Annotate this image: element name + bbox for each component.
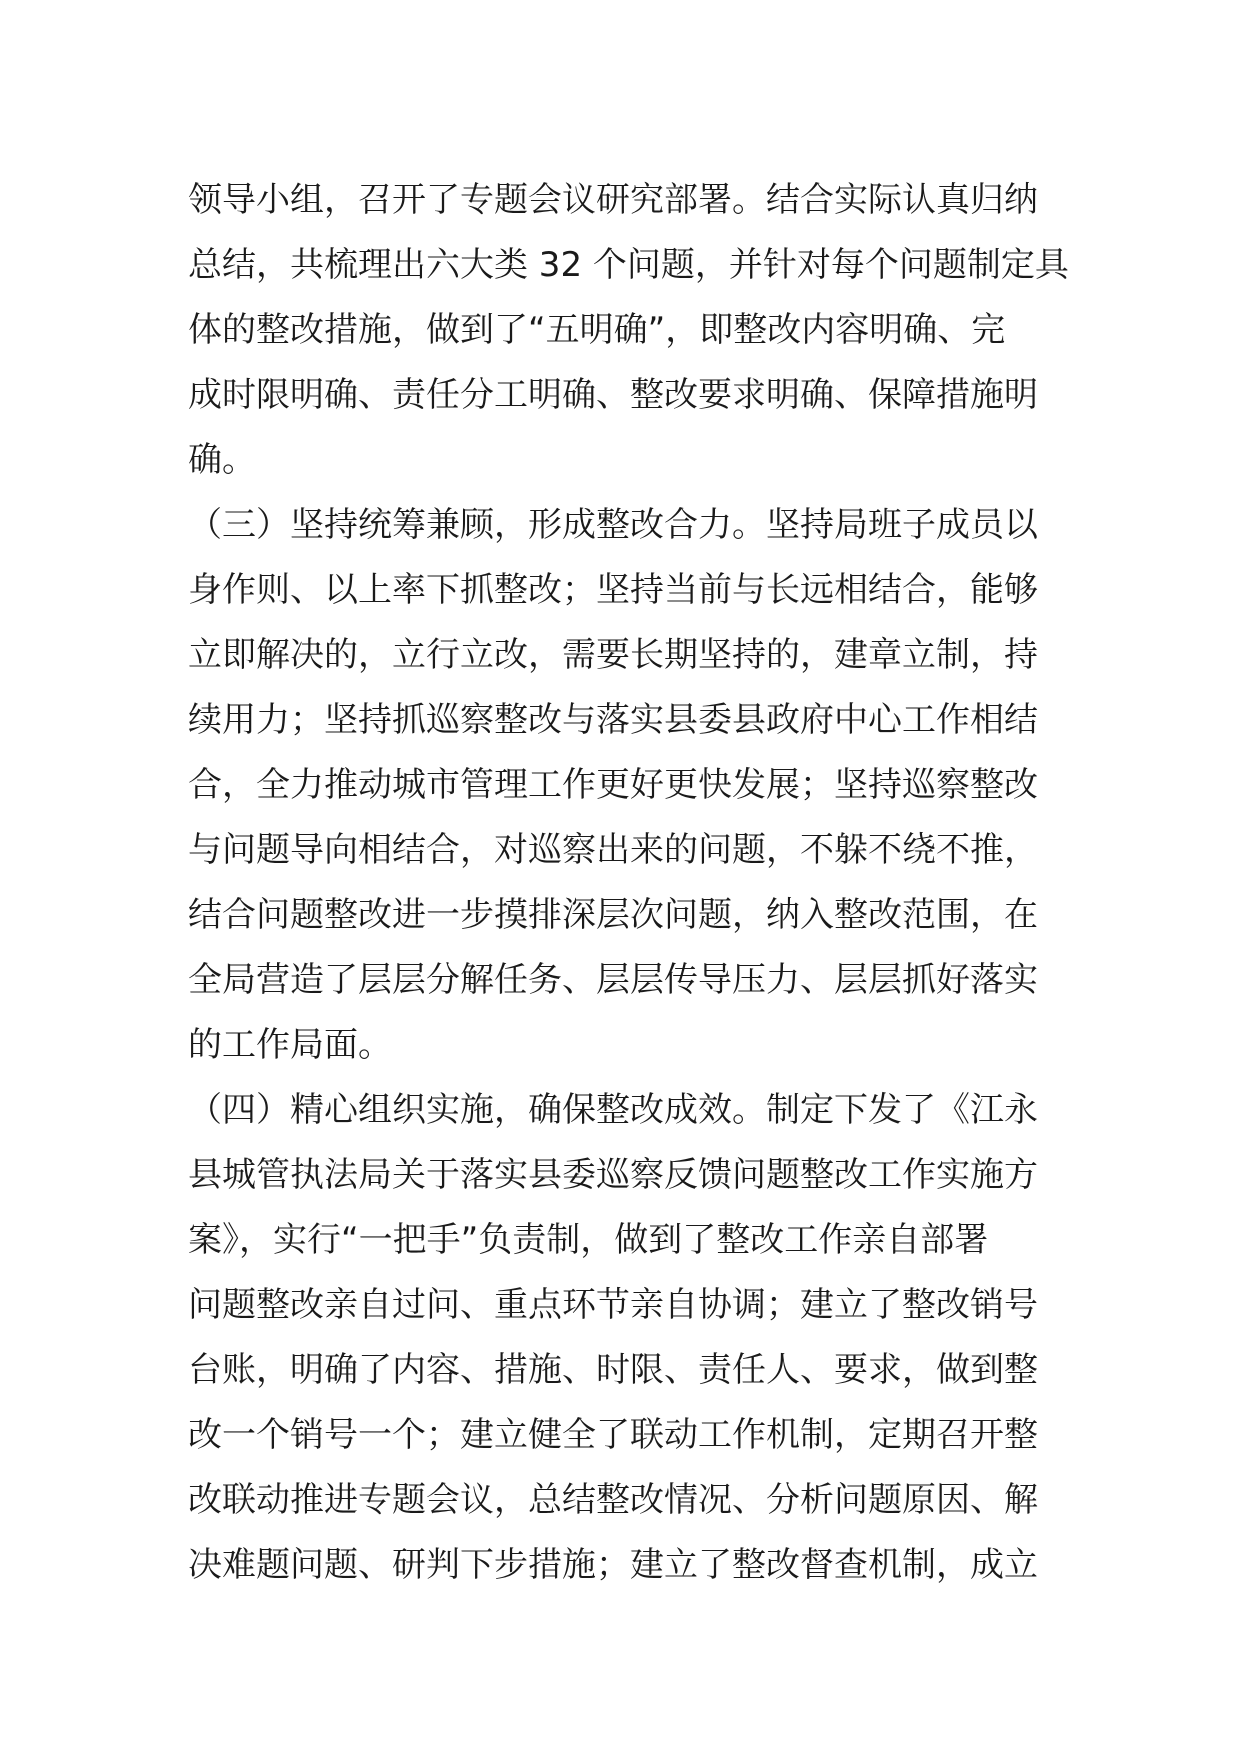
text-line: 结合问题整改进一步摸排深层次问题，纳入整改范围，在 (188, 895, 1038, 935)
text-line: 案》，实行“一把手”负责制，做到了整改工作亲自部署 (188, 1220, 989, 1260)
text-line: 总结，共梳理出六大类 32 个问题，并针对每个问题制定具 (188, 245, 1069, 285)
text-line: 成时限明确、责任分工明确、整改要求明确、保障措施明 (188, 375, 1038, 415)
body-text (188, 168, 1068, 1598)
text-line: 改一个销号一个；建立健全了联动工作机制，定期召开整 (188, 1415, 1038, 1455)
text-line: 立即解决的，立行立改，需要长期坚持的，建章立制，持 (188, 635, 1038, 675)
text-line: 问题整改亲自过问、重点环节亲自协调；建立了整改销号 (188, 1285, 1038, 1325)
text-line: 与问题导向相结合，对巡察出来的问题，不躲不绕不推， (188, 830, 1038, 870)
text-line: 台账，明确了内容、措施、时限、责任人、要求，做到整 (188, 1350, 1038, 1390)
text-line: 领导小组，召开了专题会议研究部署。结合实际认真归纳 (188, 180, 1038, 220)
text-line: 的工作局面。 (188, 1025, 392, 1065)
text-line: 体的整改措施，做到了“五明确”，即整改内容明确、完 (188, 310, 1006, 350)
text-line: 身作则、以上率下抓整改；坚持当前与长远相结合，能够 (188, 570, 1038, 610)
text-line: 合，全力推动城市管理工作更好更快发展；坚持巡察整改 (188, 765, 1038, 805)
text-line: 决难题问题、研判下步措施；建立了整改督查机制，成立 (188, 1545, 1038, 1585)
text-line: 续用力；坚持抓巡察整改与落实县委县政府中心工作相结 (188, 700, 1038, 740)
section-heading-line: （四）精心组织实施，确保整改成效。制定下发了《江永 (188, 1090, 1038, 1130)
section-heading-line: （三）坚持统筹兼顾，形成整改合力。坚持局班子成员以 (188, 505, 1038, 545)
text-line: 县城管执法局关于落实县委巡察反馈问题整改工作实施方 (188, 1155, 1038, 1195)
text-line: 全局营造了层层分解任务、层层传导压力、层层抓好落实 (188, 960, 1038, 1000)
text-line: 改联动推进专题会议，总结整改情况、分析问题原因、解 (188, 1480, 1038, 1520)
text-line: 确。 (188, 440, 256, 480)
